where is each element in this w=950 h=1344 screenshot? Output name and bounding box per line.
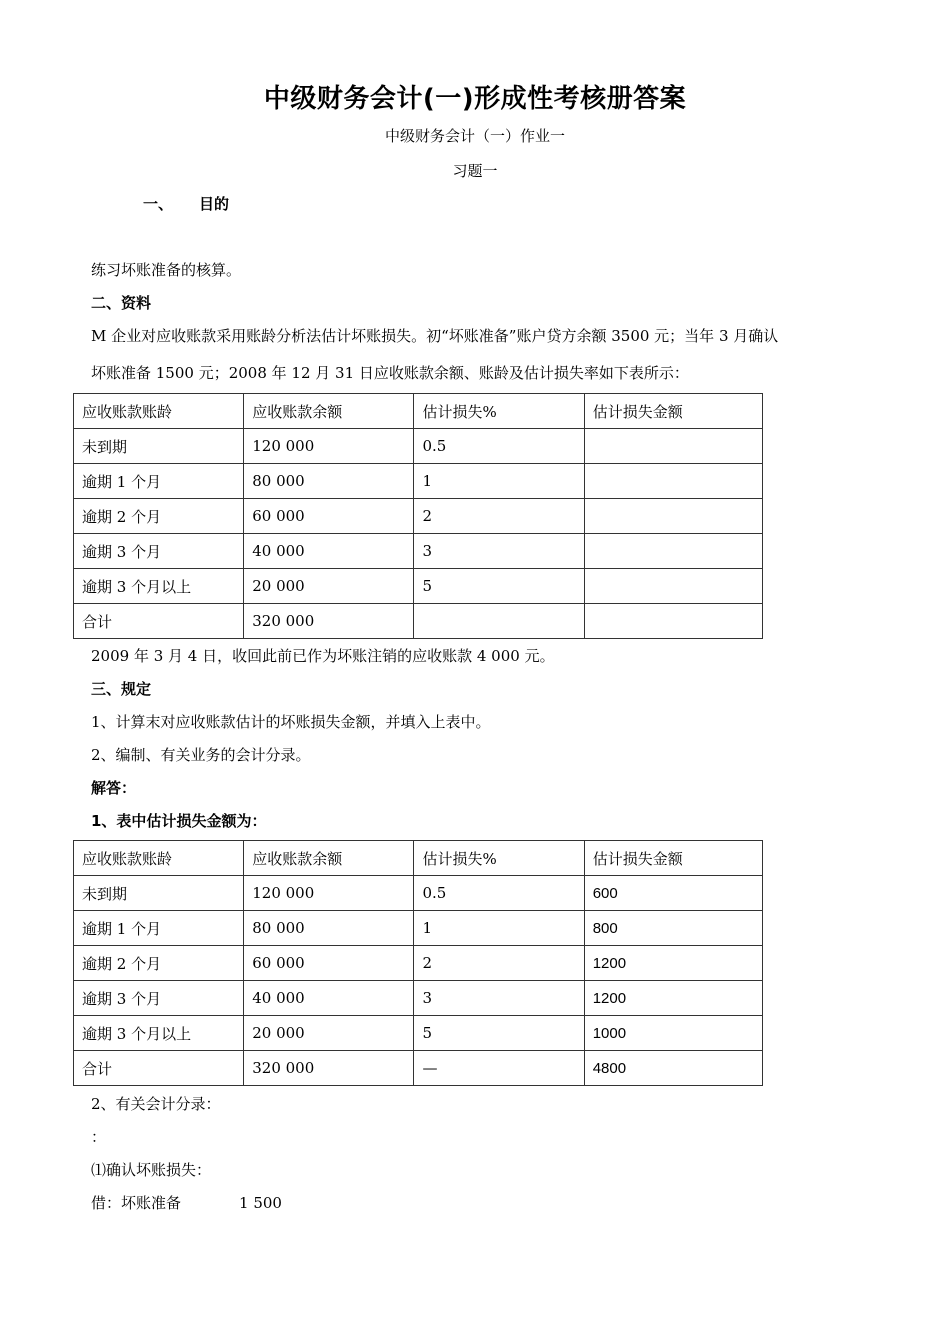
table-cell: 120 000 xyxy=(244,876,414,911)
table-cell: 120 000 xyxy=(244,429,414,464)
table-cell: 逾期 3 个月以上 xyxy=(74,569,244,604)
table-row xyxy=(74,876,763,911)
exercise-heading: 习题一 xyxy=(452,162,498,180)
table-cell: 合计 xyxy=(74,1051,244,1086)
section-number: 一、 xyxy=(143,195,174,213)
table-cell xyxy=(584,429,762,464)
estimated-loss-amount: 1200 xyxy=(584,946,762,981)
header-cell: 应收账款余额 xyxy=(244,394,414,429)
table-cell: 320 000 xyxy=(244,1051,414,1086)
table-cell: 320 000 xyxy=(244,604,414,639)
table-cell: 80 000 xyxy=(244,911,414,946)
table-total-row xyxy=(74,1051,763,1086)
table-cell: 40 000 xyxy=(244,534,414,569)
table-cell: 逾期 3 个月以上 xyxy=(74,1016,244,1051)
header-cell: 应收账款账龄 xyxy=(74,841,244,876)
table-cell xyxy=(414,604,584,639)
table-cell: 80 000 xyxy=(244,464,414,499)
table-row xyxy=(74,981,763,1016)
section-title: 目的 xyxy=(199,195,230,213)
material-paragraph-line-2: 坏账准备 1500 元；2008 年 12 月 31 日应收账款余额、账龄及估计损失率如下表所示： xyxy=(91,364,689,382)
header-cell: 应收账款账龄 xyxy=(74,394,244,429)
table-cell: 2 xyxy=(414,946,584,981)
estimated-loss-amount: 600 xyxy=(584,876,762,911)
table-header-row xyxy=(74,394,763,429)
debit-amount: 1 500 xyxy=(239,1194,282,1212)
table-cell: 20 000 xyxy=(244,1016,414,1051)
header-cell: 估计损失% xyxy=(414,841,584,876)
estimated-loss-amount: 1000 xyxy=(584,1016,762,1051)
header-cell: 估计损失金额 xyxy=(584,841,762,876)
estimated-loss-total: 4800 xyxy=(584,1051,762,1086)
requirement-2: 2、编制、有关业务的会计分录。 xyxy=(91,746,311,764)
answer-2-heading: 2、有关会计分录： xyxy=(91,1095,221,1113)
table-total-row xyxy=(74,604,763,639)
table-cell: 1 xyxy=(414,464,584,499)
table-cell: 60 000 xyxy=(244,946,414,981)
estimated-loss-amount: 1200 xyxy=(584,981,762,1016)
table-cell: 60 000 xyxy=(244,499,414,534)
material-paragraph-line-1: M 企业对应收账款采用账龄分析法估计坏账损失。初“坏账准备”账户贷方余额 3500 元；当年 3 月确认 xyxy=(91,327,779,345)
table-cell: 逾期 1 个月 xyxy=(74,911,244,946)
table-row xyxy=(74,569,763,604)
table-cell: 逾期 3 个月 xyxy=(74,981,244,1016)
table-cell: 未到期 xyxy=(74,429,244,464)
table-row xyxy=(74,946,763,981)
table-row xyxy=(74,534,763,569)
table-cell: 逾期 2 个月 xyxy=(74,499,244,534)
table-cell xyxy=(584,499,762,534)
purpose-text: 练习坏账准备的核算。 xyxy=(91,261,242,279)
table-cell: 逾期 3 个月 xyxy=(74,534,244,569)
colon-line: ： xyxy=(91,1128,107,1146)
table-row xyxy=(74,1016,763,1051)
table-cell xyxy=(584,569,762,604)
table-cell xyxy=(584,604,762,639)
table-cell: 逾期 1 个月 xyxy=(74,464,244,499)
table-cell: 逾期 2 个月 xyxy=(74,946,244,981)
page-title: 中级财务会计(一)形成性考核册答案 xyxy=(263,84,687,114)
recovery-note: 2009 年 3 月 4 日，收回此前已作为坏账注销的应收账款 4 000 元。 xyxy=(91,647,555,665)
section-requirements-heading: 三、规定 xyxy=(91,680,152,698)
table-cell: 2 xyxy=(414,499,584,534)
table-row xyxy=(74,499,763,534)
section-purpose-heading xyxy=(143,193,229,214)
requirement-1: 1、计算末对应收账款估计的坏账损失金额，并填入上表中。 xyxy=(91,713,491,731)
estimated-loss-amount: 800 xyxy=(584,911,762,946)
header-cell: 估计损失% xyxy=(414,394,584,429)
table-cell: 0.5 xyxy=(414,429,584,464)
table-row xyxy=(74,911,763,946)
table-cell: 未到期 xyxy=(74,876,244,911)
debit-account: 借：坏账准备 xyxy=(91,1194,182,1212)
answer-heading: 解答： xyxy=(91,779,137,797)
aging-table xyxy=(73,393,763,639)
table-cell: 合计 xyxy=(74,604,244,639)
table-cell xyxy=(584,534,762,569)
table-cell xyxy=(584,464,762,499)
assignment-subtitle: 中级财务会计（一）作业一 xyxy=(384,127,565,145)
table-cell: 0.5 xyxy=(414,876,584,911)
table-cell: 20 000 xyxy=(244,569,414,604)
table-header-row xyxy=(74,841,763,876)
header-cell: 应收账款余额 xyxy=(244,841,414,876)
table-cell: 3 xyxy=(414,981,584,1016)
table-cell: — xyxy=(414,1051,584,1086)
answer-1-heading: 1、表中估计损失金额为： xyxy=(91,812,267,830)
header-cell: 估计损失金额 xyxy=(584,394,762,429)
table-cell: 3 xyxy=(414,534,584,569)
table-cell: 5 xyxy=(414,569,584,604)
journal-entry-debit xyxy=(91,1192,282,1213)
table-row xyxy=(74,429,763,464)
table-cell: 40 000 xyxy=(244,981,414,1016)
aging-answer-table xyxy=(73,840,763,1086)
section-material-heading: 二、资料 xyxy=(91,294,152,312)
table-row xyxy=(74,464,763,499)
table-cell: 1 xyxy=(414,911,584,946)
entry-1-title: ⑴确认坏账损失： xyxy=(91,1161,212,1179)
table-cell: 5 xyxy=(414,1016,584,1051)
